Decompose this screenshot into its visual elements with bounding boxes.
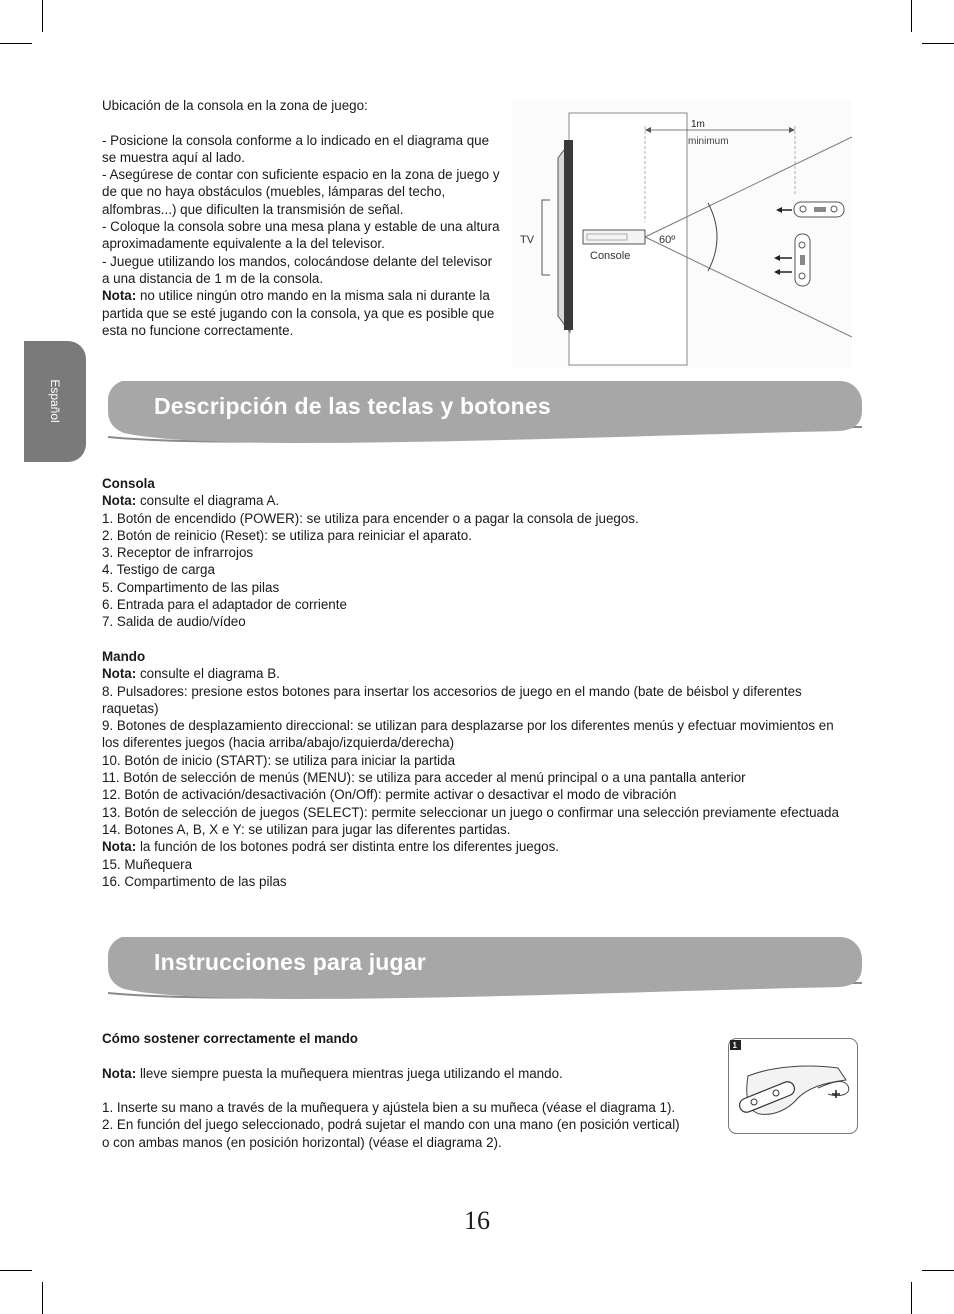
placement-item: - Juegue utilizando los mandos, colocándose delante del televisor a una distancia de 1 m de la consola. [102,253,493,286]
hold-heading: Cómo sostener correctamente el mando [102,1031,358,1046]
note-label: Nota: [102,493,137,509]
buttons-description [102,475,842,890]
consola-item: 2. Botón de reinicio (Reset): se utiliza para reiniciar el aparato. [102,527,472,543]
note-label: Nota: [102,288,137,304]
section-banner [100,937,866,1009]
mando-item: 8. Pulsadores: presione estos botones para insertar los accesorios de juego en el mando (bate de béisbol y diferentes raquetas) [102,683,802,716]
crop-mark [42,0,43,32]
mando-item: 13. Botón de selección de juegos (SELECT): permite seleccionar un juego o confirmar una selección previamente efectuada [102,804,839,820]
consola-item: 4. Testigo de carga [102,562,215,578]
consola-item: 7. Salida de audio/vídeo [102,614,246,630]
mando-heading: Mando [102,648,146,664]
console-icon [583,230,645,244]
note-text: no utilice ningún otro mando en la misma sala ni durante la partida que se esté jugando con la consola, ya que es posible que esta no funcione correctamente. [102,288,495,338]
crop-mark [0,43,32,44]
note-label: Nota: [102,839,137,855]
mando-item: 14. Botones A, B, X e Y: se utilizan para jugar las diferentes partidas. [102,821,511,837]
hold-step: 1. Inserte su mano a través de la muñequera y ajústela bien a su muñeca (véase el diagrama 1). [102,1100,676,1116]
distance-label: 1m [691,119,705,130]
placement-item: - Asegúrese de contar con suficiente espacio en la zona de juego y de que no haya obstáculos (muebles, lámparas del techo, alfombras...) que dificulten la transmisión de señal. [102,167,500,217]
mando-note [102,838,842,855]
consola-heading: Consola [102,476,155,491]
tv-screen [564,140,573,330]
consola-item: 5. Compartimento de las pilas [102,579,280,595]
language-tab [24,341,86,462]
mando-item: 16. Compartimento de las pilas [102,873,287,889]
placement-instructions [102,97,502,339]
mando-item: 12. Botón de activación/desactivación (On/Off): permite activar o desactivar el modo de vibración [102,787,677,803]
note-text: consulte el diagrama A. [136,493,280,509]
placement-heading: Ubicación de la consola en la zona de juego: [102,98,368,113]
crop-mark [0,1270,32,1271]
mando-item: 11. Botón de selección de menús (MENU): se utiliza para acceder al menú principal o a una pantalla anterior [102,770,746,786]
angle-label: 60º [659,234,676,246]
consola-item: 6. Entrada para el adaptador de corriente [102,597,347,613]
mando-item: 9. Botones de desplazamiento direccional: se utilizan para desplazarse por los diferentes menús y efectuar movimientos en los diferentes juegos (hacia arriba/abajo/izquierda/derecha) [102,718,834,751]
note-text: lleve siempre puesta la muñequera mientras juega utilizando el mando. [136,1065,563,1081]
note-text: consulte el diagrama B. [136,666,280,682]
mando-item: 15. Muñequera [102,856,193,872]
consola-item: 1. Botón de encendido (POWER): se utiliza para encender o a pagar la consola de juegos. [102,510,639,526]
hold-step: 2. En función del juego seleccionado, podrá sujetar el mando con una mano (en posición vertical) o con ambas manos (en posición horizontal) (véase el diagrama 2). [102,1117,680,1150]
mando-item: 10. Botón de inicio (START): se utiliza para iniciar la partida [102,752,456,768]
crop-mark [42,1282,43,1314]
figure-number: 1 [732,1041,737,1050]
console-label: Console [590,250,631,262]
note-label: Nota: [102,1065,137,1081]
section-banner [100,381,866,453]
note-text: la función de los botones podrá ser distinta entre los diferentes juegos. [136,839,560,855]
hand-holding-controller-figure [728,1038,858,1134]
placement-item: - Posicione la consola conforme a lo indicado en el diagrama que se muestra aquí al lado. [102,132,490,165]
page-number: 16 [464,1206,490,1235]
minimum-label: minimum [688,136,729,147]
hold-note [102,1065,727,1082]
crop-mark [911,0,912,32]
play-instructions [102,1030,727,1151]
placement-item: - Coloque la consola sobre una mesa plana y estable de una altura aproximadamente equivalente a la del televisor. [102,219,500,252]
placement-diagram [512,100,852,368]
placement-note [102,287,502,339]
crop-mark [922,1270,954,1271]
section-title: Descripción de las teclas y botones [154,393,551,419]
section-title: Instrucciones para jugar [154,949,426,975]
crop-mark [911,1282,912,1314]
mando-note [102,665,842,682]
tv-label: TV [520,234,535,246]
crop-mark [922,43,954,44]
note-label: Nota: [102,666,137,682]
consola-item: 3. Receptor de infrarrojos [102,545,254,561]
language-tab-label: Español [48,379,62,423]
consola-note [102,492,842,509]
